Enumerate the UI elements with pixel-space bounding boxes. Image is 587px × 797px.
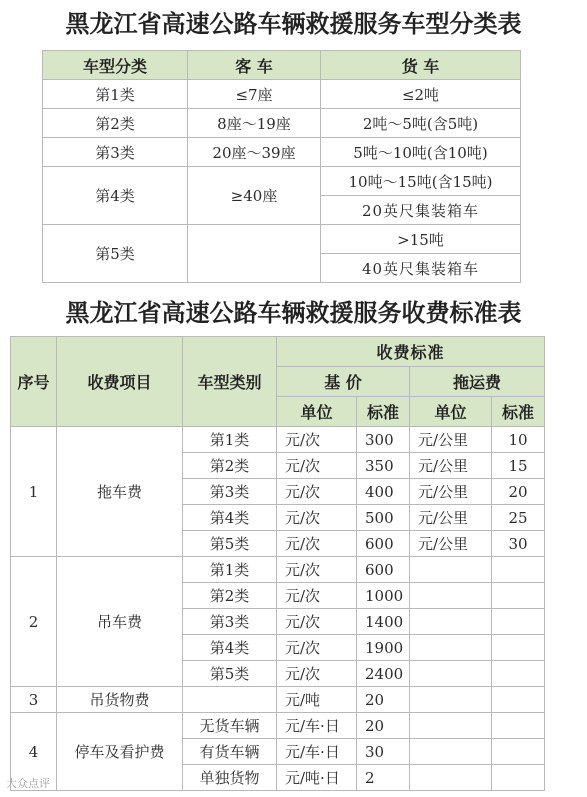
header-base-price: 基 价 bbox=[277, 367, 410, 397]
header-seq: 序号 bbox=[11, 337, 57, 427]
base-value-cell: 20 bbox=[357, 713, 410, 739]
tow-value-cell bbox=[492, 557, 545, 583]
tow-value-cell bbox=[492, 765, 545, 791]
bus-cell: 8座～19座 bbox=[188, 109, 321, 138]
base-unit-cell: 元/吨·日 bbox=[277, 765, 357, 791]
item-cell: 吊货物费 bbox=[57, 687, 183, 713]
type-cell bbox=[183, 687, 277, 713]
base-value-cell: 500 bbox=[357, 505, 410, 531]
table-header-row bbox=[43, 51, 521, 80]
base-value-cell: 1900 bbox=[357, 635, 410, 661]
base-value-cell: 600 bbox=[357, 531, 410, 557]
category-cell: 第5类 bbox=[43, 225, 188, 283]
base-value-cell: 400 bbox=[357, 479, 410, 505]
base-value-cell: 350 bbox=[357, 453, 410, 479]
header-standard: 标准 bbox=[492, 397, 545, 427]
category-cell: 第4类 bbox=[43, 167, 188, 225]
bus-cell: 20座～39座 bbox=[188, 138, 321, 167]
tow-unit-cell bbox=[410, 661, 492, 687]
bus-cell: ≥40座 bbox=[188, 167, 321, 225]
header-fee-standard: 收费标准 bbox=[277, 337, 545, 367]
tow-value-cell: 20 bbox=[492, 479, 545, 505]
tow-unit-cell bbox=[410, 739, 492, 765]
item-cell: 拖车费 bbox=[57, 427, 183, 557]
table-row bbox=[43, 109, 521, 138]
tow-unit-cell bbox=[410, 635, 492, 661]
base-unit-cell: 元/次 bbox=[277, 453, 357, 479]
tow-value-cell: 15 bbox=[492, 453, 545, 479]
truck-cell: >15吨 bbox=[321, 225, 521, 254]
truck-cell: 2吨～5吨(含5吨) bbox=[321, 109, 521, 138]
tow-value-cell bbox=[492, 635, 545, 661]
tow-unit-cell: 元/公里 bbox=[410, 427, 492, 453]
vehicle-classification-table bbox=[42, 50, 521, 283]
truck-cell: ≤2吨 bbox=[321, 80, 521, 109]
base-value-cell: 1400 bbox=[357, 609, 410, 635]
header-item: 收费项目 bbox=[57, 337, 183, 427]
tow-unit-cell bbox=[410, 687, 492, 713]
tow-value-cell bbox=[492, 713, 545, 739]
type-cell: 第1类 bbox=[183, 427, 277, 453]
tow-value-cell bbox=[492, 609, 545, 635]
tow-unit-cell bbox=[410, 713, 492, 739]
table-row bbox=[43, 80, 521, 109]
table-row bbox=[11, 427, 545, 453]
base-value-cell: 30 bbox=[357, 739, 410, 765]
base-value-cell: 1000 bbox=[357, 583, 410, 609]
category-cell: 第2类 bbox=[43, 109, 188, 138]
category-cell: 第3类 bbox=[43, 138, 188, 167]
type-cell: 第1类 bbox=[183, 557, 277, 583]
table-row bbox=[11, 713, 545, 739]
type-cell: 第3类 bbox=[183, 609, 277, 635]
bus-cell bbox=[188, 225, 321, 283]
base-value-cell: 20 bbox=[357, 687, 410, 713]
base-unit-cell: 元/次 bbox=[277, 505, 357, 531]
header-standard: 标准 bbox=[357, 397, 410, 427]
table-row bbox=[11, 687, 545, 713]
tow-unit-cell: 元/公里 bbox=[410, 453, 492, 479]
fee-table-title: 黑龙江省高速公路车辆救援服务收费标准表 bbox=[65, 299, 522, 327]
classification-table-title: 黑龙江省高速公路车辆救援服务车型分类表 bbox=[65, 10, 522, 38]
header-towing-fee: 拖运费 bbox=[410, 367, 545, 397]
table-row bbox=[11, 557, 545, 583]
tow-value-cell: 25 bbox=[492, 505, 545, 531]
type-cell: 第5类 bbox=[183, 531, 277, 557]
type-cell: 有货车辆 bbox=[183, 739, 277, 765]
table-header-row bbox=[11, 337, 545, 367]
tow-unit-cell bbox=[410, 609, 492, 635]
type-cell: 单独货物 bbox=[183, 765, 277, 791]
tow-unit-cell bbox=[410, 583, 492, 609]
base-unit-cell: 元/次 bbox=[277, 609, 357, 635]
seq-cell: 4 bbox=[11, 713, 57, 791]
base-unit-cell: 元/次 bbox=[277, 661, 357, 687]
truck-cell: 20英尺集装箱车 bbox=[321, 196, 521, 225]
tow-value-cell bbox=[492, 583, 545, 609]
bus-cell: ≤7座 bbox=[188, 80, 321, 109]
base-unit-cell: 元/次 bbox=[277, 479, 357, 505]
header-truck: 货 车 bbox=[321, 51, 521, 80]
tow-value-cell: 10 bbox=[492, 427, 545, 453]
tow-value-cell bbox=[492, 739, 545, 765]
type-cell: 第4类 bbox=[183, 635, 277, 661]
tow-unit-cell: 元/公里 bbox=[410, 531, 492, 557]
header-unit: 单位 bbox=[410, 397, 492, 427]
category-cell: 第1类 bbox=[43, 80, 188, 109]
type-cell: 第2类 bbox=[183, 453, 277, 479]
fee-standard-table bbox=[10, 336, 545, 791]
tow-unit-cell bbox=[410, 557, 492, 583]
base-value-cell: 600 bbox=[357, 557, 410, 583]
watermark: 大众点评 bbox=[6, 777, 50, 790]
base-unit-cell: 元/次 bbox=[277, 531, 357, 557]
base-value-cell: 2400 bbox=[357, 661, 410, 687]
truck-cell: 5吨～10吨(含10吨) bbox=[321, 138, 521, 167]
base-unit-cell: 元/吨 bbox=[277, 687, 357, 713]
base-unit-cell: 元/次 bbox=[277, 427, 357, 453]
type-cell: 第2类 bbox=[183, 583, 277, 609]
base-unit-cell: 元/车·日 bbox=[277, 713, 357, 739]
header-vehicle-type: 车型类别 bbox=[183, 337, 277, 427]
tow-unit-cell: 元/公里 bbox=[410, 505, 492, 531]
base-value-cell: 300 bbox=[357, 427, 410, 453]
seq-cell: 2 bbox=[11, 557, 57, 687]
type-cell: 第4类 bbox=[183, 505, 277, 531]
table-row bbox=[43, 167, 521, 196]
header-category: 车型分类 bbox=[43, 51, 188, 80]
item-cell: 吊车费 bbox=[57, 557, 183, 687]
table-row bbox=[43, 225, 521, 254]
table-row bbox=[43, 138, 521, 167]
item-cell: 停车及看护费 bbox=[57, 713, 183, 791]
header-bus: 客 车 bbox=[188, 51, 321, 80]
truck-cell: 40英尺集装箱车 bbox=[321, 254, 521, 283]
type-cell: 无货车辆 bbox=[183, 713, 277, 739]
type-cell: 第5类 bbox=[183, 661, 277, 687]
base-unit-cell: 元/车·日 bbox=[277, 739, 357, 765]
truck-cell: 10吨～15吨(含15吨) bbox=[321, 167, 521, 196]
header-unit: 单位 bbox=[277, 397, 357, 427]
tow-value-cell: 30 bbox=[492, 531, 545, 557]
tow-unit-cell bbox=[410, 765, 492, 791]
tow-value-cell bbox=[492, 687, 545, 713]
tow-unit-cell: 元/公里 bbox=[410, 479, 492, 505]
base-unit-cell: 元/次 bbox=[277, 635, 357, 661]
base-unit-cell: 元/次 bbox=[277, 583, 357, 609]
type-cell: 第3类 bbox=[183, 479, 277, 505]
base-unit-cell: 元/次 bbox=[277, 557, 357, 583]
seq-cell: 1 bbox=[11, 427, 57, 557]
tow-value-cell bbox=[492, 661, 545, 687]
seq-cell: 3 bbox=[11, 687, 57, 713]
base-value-cell: 2 bbox=[357, 765, 410, 791]
